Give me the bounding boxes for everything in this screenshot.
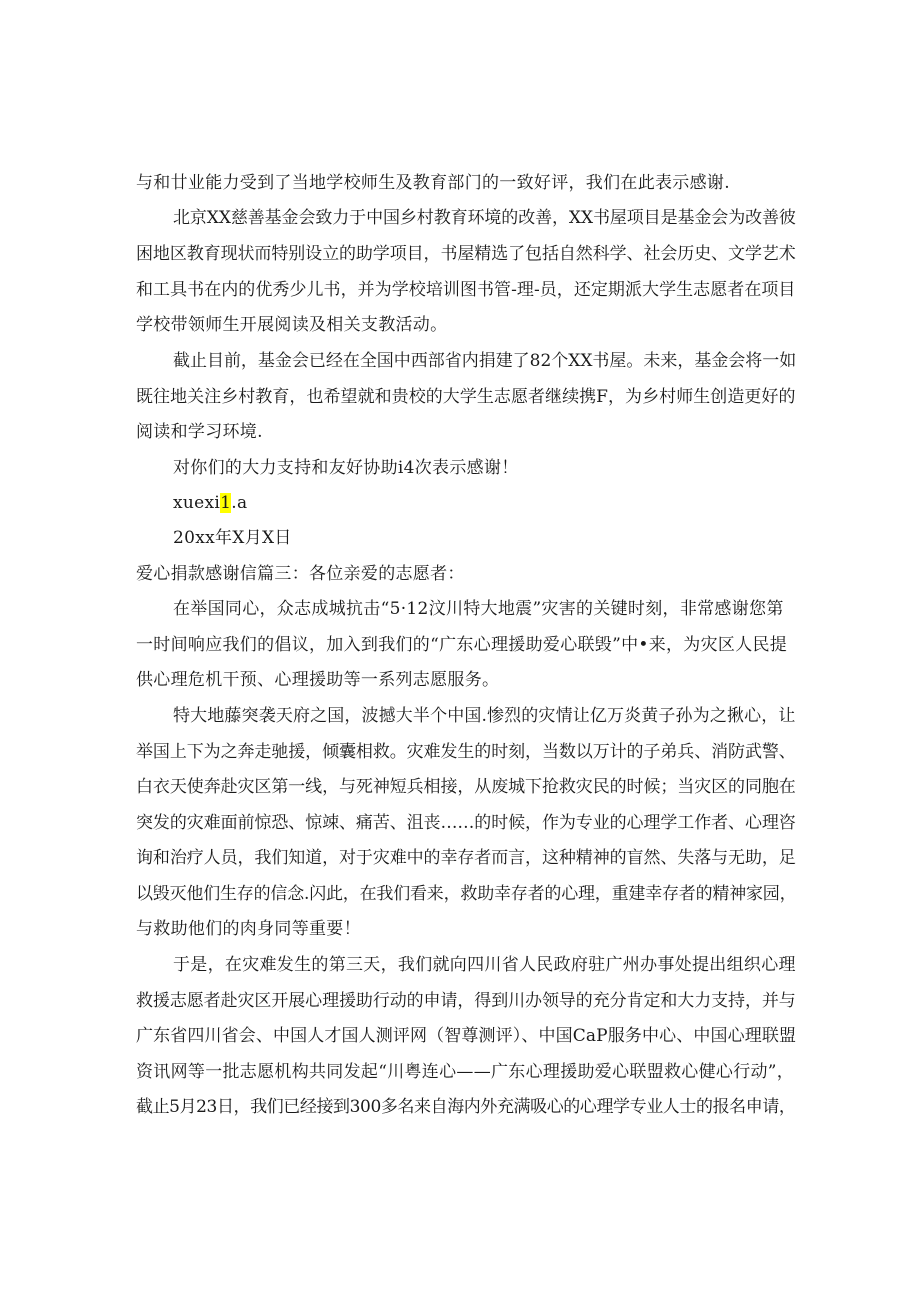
- text-line: 一时间响应我们的倡议，加入到我们的“广东心理援助爱心联毁”中•来，为灾区人民提: [136, 635, 788, 655]
- text-line: 广东省四川省会、中国人才国人测评网（智尊测评）、中国CaP服务中心、中国心理联盟: [136, 1026, 797, 1046]
- signature: [173, 492, 796, 514]
- text-line: 截止5月23日，我们已经接到300多名来自海内外充满吸心的心理学专业人士的报名申请，: [136, 1097, 796, 1117]
- date-line: 20xx年X月X日: [173, 528, 292, 548]
- text-line: 和工具书在内的优秀少儿书，并为学校培训图书管-理-员，还定期派大学生志愿者在项目: [136, 280, 796, 300]
- text-line: 白衣天使奔赴灾区第一线，与死神短兵相接，从废城下抢救灾民的时候；当灾区的同胞在: [136, 777, 796, 797]
- text-line: 救援志愿者赴灾区开展心理援助行动的申请，得到川办领导的充分肯定和大力支持，并与: [136, 991, 796, 1011]
- section-title: 爱心捐款感谢信篇三：各位亲爱的志愿者：: [136, 564, 465, 584]
- text-line: 截止目前，基金会已经在全国中西部省内捐建了82个XX书屋。未来，基金会将一如: [173, 351, 797, 371]
- text-line: 北京XX慈善基金会致力于中国乡村教育环境的改善，XX书屋项目是基金会为改善彼: [173, 208, 796, 228]
- signature-text: .a: [231, 493, 248, 513]
- signature-text: xuexi: [173, 493, 221, 513]
- text-line: 于是，在灾难发生的第三天，我们就向四川省人民政府驻广州办事处提出组织心理: [173, 955, 796, 975]
- highlighted-text: 1: [220, 493, 232, 513]
- text-line: 与和廿业能力受到了当地学校师生及教育部门的一致好评，我们在此表示感谢.: [136, 173, 730, 193]
- text-line: 阅读和学习环境.: [136, 422, 263, 442]
- text-line: 既往地关注乡村教育，也希望就和贵校的大学生志愿者继续携F，为乡村师生创造更好的: [136, 387, 796, 407]
- text-line: 供心理危机干预、心理援助等一系列志愿服务。: [136, 670, 500, 690]
- text-line: 突发的灾难面前惊恐、惊竦、痛苦、沮丧……的时候，作为专业的心理学工作者、心理咨: [136, 813, 796, 833]
- text-line: 学校带领师生开展阅读及相关支教活动。: [136, 315, 448, 335]
- text-line: 询和治疗人员，我们知道，对于灾难中的幸存者而言，这种精神的盲然、失落与无助，足: [136, 848, 796, 868]
- text-line: 举国上下为之奔走驰援，倾囊相救。灾难发生的时刻，当数以万计的子弟兵、消防武警、: [136, 742, 796, 762]
- text-line: 困地区教育现状而特别设立的助学项目，书屋精选了包括自然科学、社会历史、文学艺术: [136, 244, 796, 264]
- text-line: 特大地藤突袭天府之国，波撼大半个中国.惨烈的灾情让亿万炎黄子孙为之揪心，让: [173, 706, 796, 726]
- text-line: 以毁灭他们生存的信念.闪此，在我们看来，救助幸存者的心理，重建幸存者的精神家园，: [136, 884, 797, 904]
- text-line: 与救助他们的肉身同等重要！: [136, 919, 361, 939]
- text-line: 在举国同心，众志成城抗击“5·12汶川特大地震”灾害的关键时刻，非常感谢您第: [173, 599, 784, 619]
- text-line: 资讯网等一批志愿机构共同发起“川粤连心——广东心理援助爱心联盟救心健心行动”，: [136, 1062, 795, 1082]
- thanks-line: 对你们的大力支持和友好协助i4次表示感谢！: [173, 458, 519, 478]
